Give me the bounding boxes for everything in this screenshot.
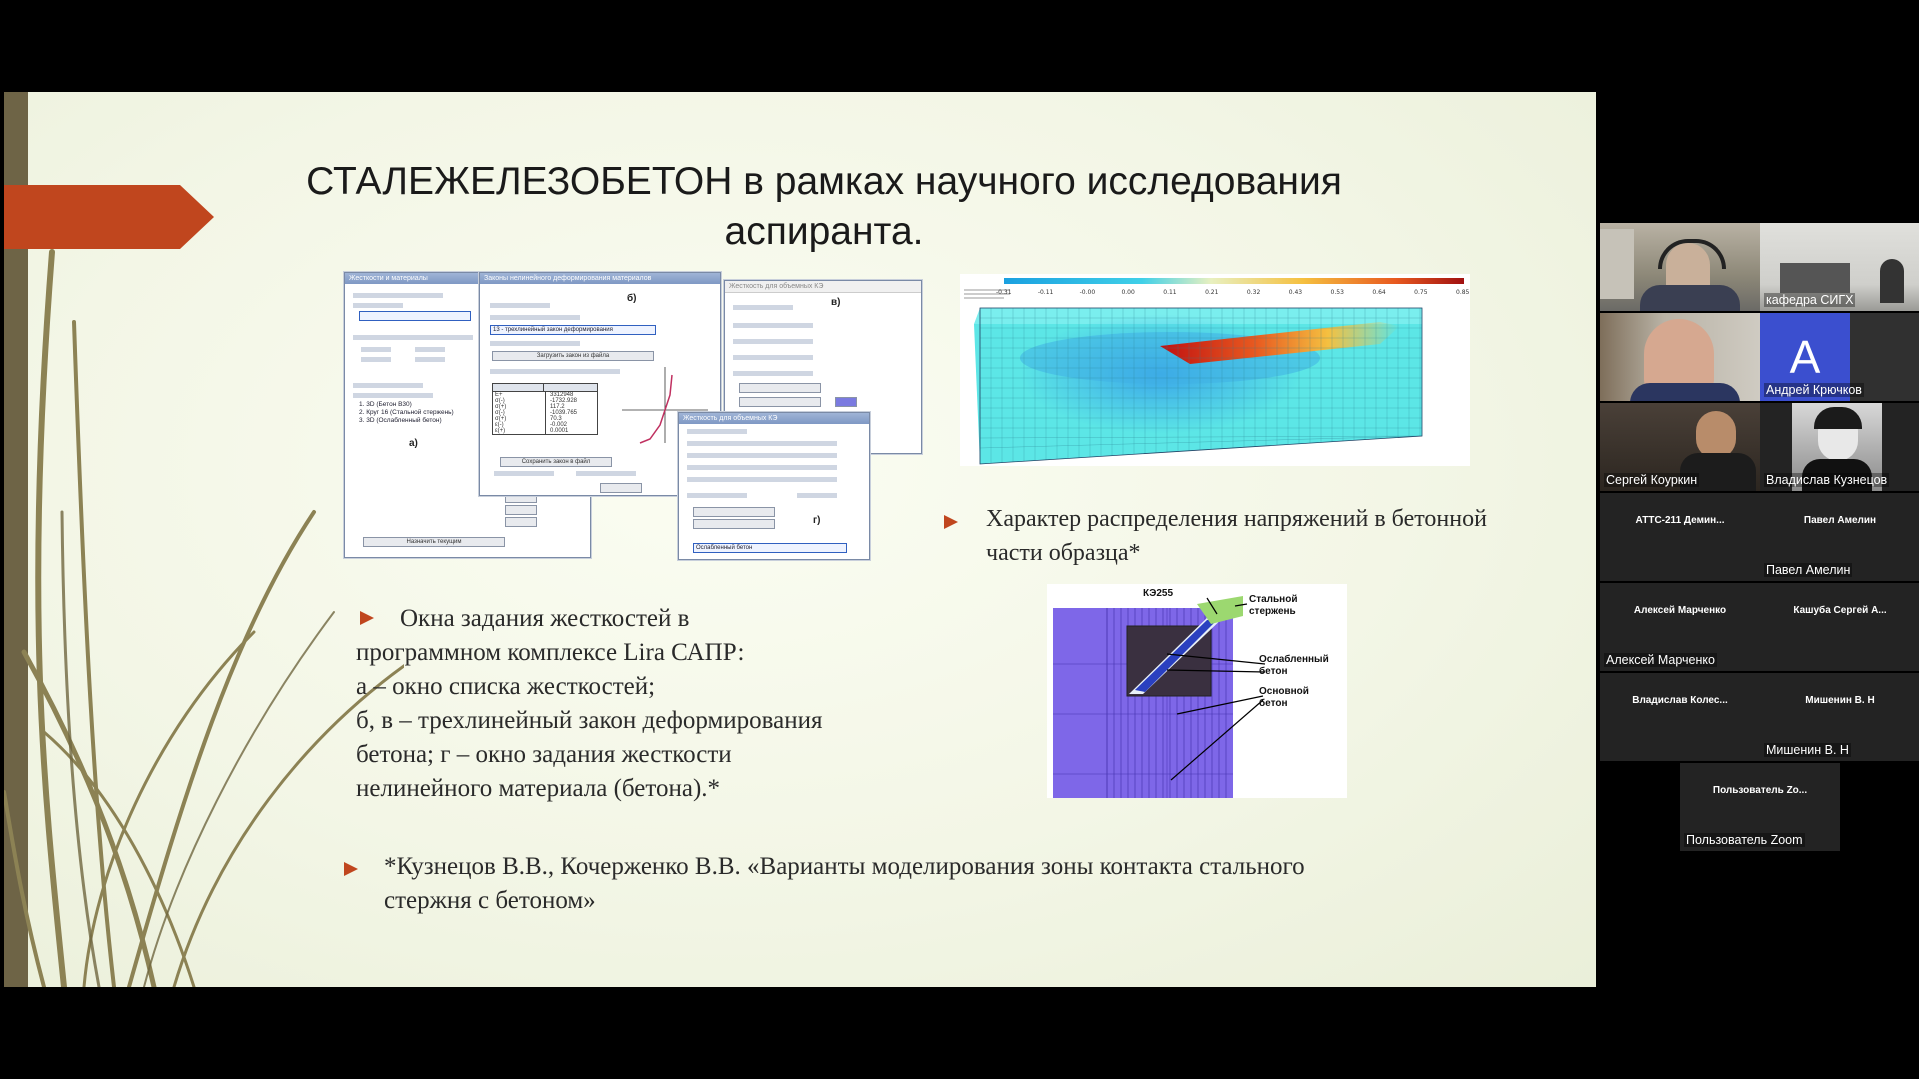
bullet-marker	[944, 515, 958, 529]
participant-tile[interactable]	[1760, 223, 1919, 311]
table-row: σ(+) 117.2	[495, 404, 565, 410]
participants-gallery	[1600, 223, 1919, 856]
comment-field[interactable]: Ослабленный бетон	[693, 543, 847, 553]
window-a-titlebar: Жесткости и материалы	[345, 273, 590, 284]
participant-tile[interactable]	[1600, 673, 1760, 761]
save-law-button[interactable]: Сохранить закон в файл	[500, 457, 612, 467]
stiffness-list[interactable]	[359, 401, 469, 425]
label-steel-rod: Стальной стержень	[1249, 594, 1298, 617]
participant-name: Мишенин В. Н	[1766, 743, 1849, 757]
assign-current-button[interactable]: Назначить текущим	[363, 537, 505, 547]
participant-center-name: Алексей Марченко	[1633, 605, 1727, 616]
participant-tile[interactable]	[1680, 763, 1840, 851]
participant-tile[interactable]	[1760, 583, 1919, 671]
scale-tick-label: 0.43	[1288, 289, 1303, 296]
list-item[interactable]: 1. 3D (Бетон B30)	[359, 401, 412, 408]
participant-name: Владислав Кузнецов	[1766, 473, 1888, 487]
window-v-titlebar: Жесткость для объемных КЭ	[725, 281, 921, 293]
lira-dialogs-screenshot	[344, 272, 924, 558]
color-scale-bar	[1004, 278, 1464, 284]
window-b-titlebar: Законы нелинейного деформирования материалов	[480, 273, 720, 284]
participant-tile[interactable]	[1760, 313, 1919, 401]
scale-tick-label: 0.53	[1330, 289, 1344, 296]
scale-tick-label: 0.75	[1414, 289, 1428, 296]
list-item[interactable]: 2. Круг 16 (Стальной стержень)	[359, 409, 454, 416]
table-row: σ(-) -1732.928	[495, 398, 578, 404]
table-row: σ(+) 70.3	[495, 416, 562, 422]
participant-center-name: Владислав Колес...	[1632, 695, 1728, 706]
element-label: КЭ255	[1143, 588, 1174, 599]
load-law-button[interactable]: Загрузить закон из файла	[492, 351, 654, 361]
scale-tick-label: -0.31	[996, 289, 1012, 296]
participant-tile[interactable]	[1760, 493, 1919, 581]
participant-center-name: Пользователь Zo...	[1712, 785, 1808, 796]
participant-name: Павел Амелин	[1766, 563, 1851, 577]
participant-tile[interactable]	[1600, 583, 1760, 671]
participant-tile[interactable]	[1600, 493, 1760, 581]
slide-title: СТАЛЕЖЕЛЕЗОБЕТОН в рамках научного исследования аспиранта.	[306, 160, 1342, 253]
table-row: ε(+) 0.0001	[495, 428, 569, 434]
participant-center-name: Мишенин В. Н	[1805, 695, 1875, 706]
participant-name: Сергей Коуркин	[1606, 473, 1698, 487]
params-table	[492, 383, 598, 435]
law-select[interactable]: 13 - трехлинейный закон деформирования	[490, 325, 656, 335]
table-row: E+ 3312948	[495, 392, 574, 398]
scale-tick-label: 0.00	[1121, 289, 1135, 296]
scale-tick-label: 0.32	[1246, 289, 1261, 296]
participant-tile[interactable]	[1760, 403, 1919, 491]
scale-tick-label: 0.64	[1372, 289, 1386, 296]
window-g-titlebar: Жесткость для объемных КЭ	[679, 413, 869, 424]
scale-tick-label: 0.11	[1163, 289, 1177, 296]
title-accent-arrow	[4, 185, 214, 249]
stress-distribution-caption: Характер распределения напряжений в бетонной части образца*	[986, 506, 1487, 566]
participant-tile[interactable]	[1600, 223, 1760, 311]
participant-center-name: Кашуба Сергей А...	[1793, 605, 1887, 616]
scale-tick-label: -0.11	[1037, 289, 1054, 296]
label-a: а)	[409, 438, 418, 449]
table-row: σ(-) -1039.765	[495, 410, 578, 416]
participant-name: Андрей Крючков	[1766, 383, 1862, 397]
participant-name: Пользователь Zoom	[1686, 833, 1803, 847]
label-g: г)	[813, 515, 821, 526]
scale-tick-label: 0.21	[1205, 289, 1219, 296]
avatar: А	[1760, 313, 1850, 401]
scale-tick-label: -0.00	[1079, 289, 1096, 296]
label-b: б)	[627, 293, 637, 304]
participant-center-name: АТТС-211 Демин...	[1635, 515, 1725, 526]
participant-tile[interactable]	[1760, 673, 1919, 761]
window-volume-stiffness-g	[678, 412, 870, 560]
participant-name: Алексей Марченко	[1606, 653, 1715, 667]
label-base-concrete: Основной бетон	[1259, 686, 1309, 709]
label-v: в)	[831, 297, 841, 308]
footnote-reference: *Кузнецов В.В., Кочерженко В.В. «Варианты моделирования зоны контакта стального стержня с бетоном»	[384, 853, 1305, 914]
table-row: ε(-) -0.002	[495, 422, 568, 428]
list-item[interactable]: 3. 3D (Ослабленный бетон)	[359, 417, 442, 424]
rod-model-inset	[1047, 584, 1347, 798]
label-weak-concrete: Ослабленный бетон	[1259, 654, 1329, 677]
stress-contour-image	[960, 274, 1470, 466]
scale-tick-label: 0.85	[1456, 289, 1470, 296]
bullet-marker	[344, 862, 358, 876]
stiffness-windows-caption: Окна задания жесткостей в программном комплексе Lira САПР: а – окно списка жесткостей; б, в – трехлинейный закон деформирования бетона; г – окно задания жесткости нелинейного материала (бетона).*	[356, 605, 823, 802]
presentation-slide	[4, 92, 1596, 987]
participant-center-name: Павел Амелин	[1803, 515, 1877, 526]
participant-tile[interactable]	[1600, 313, 1760, 401]
participant-tile[interactable]	[1600, 403, 1760, 491]
participant-name: кафедра СИГХ	[1766, 293, 1854, 307]
